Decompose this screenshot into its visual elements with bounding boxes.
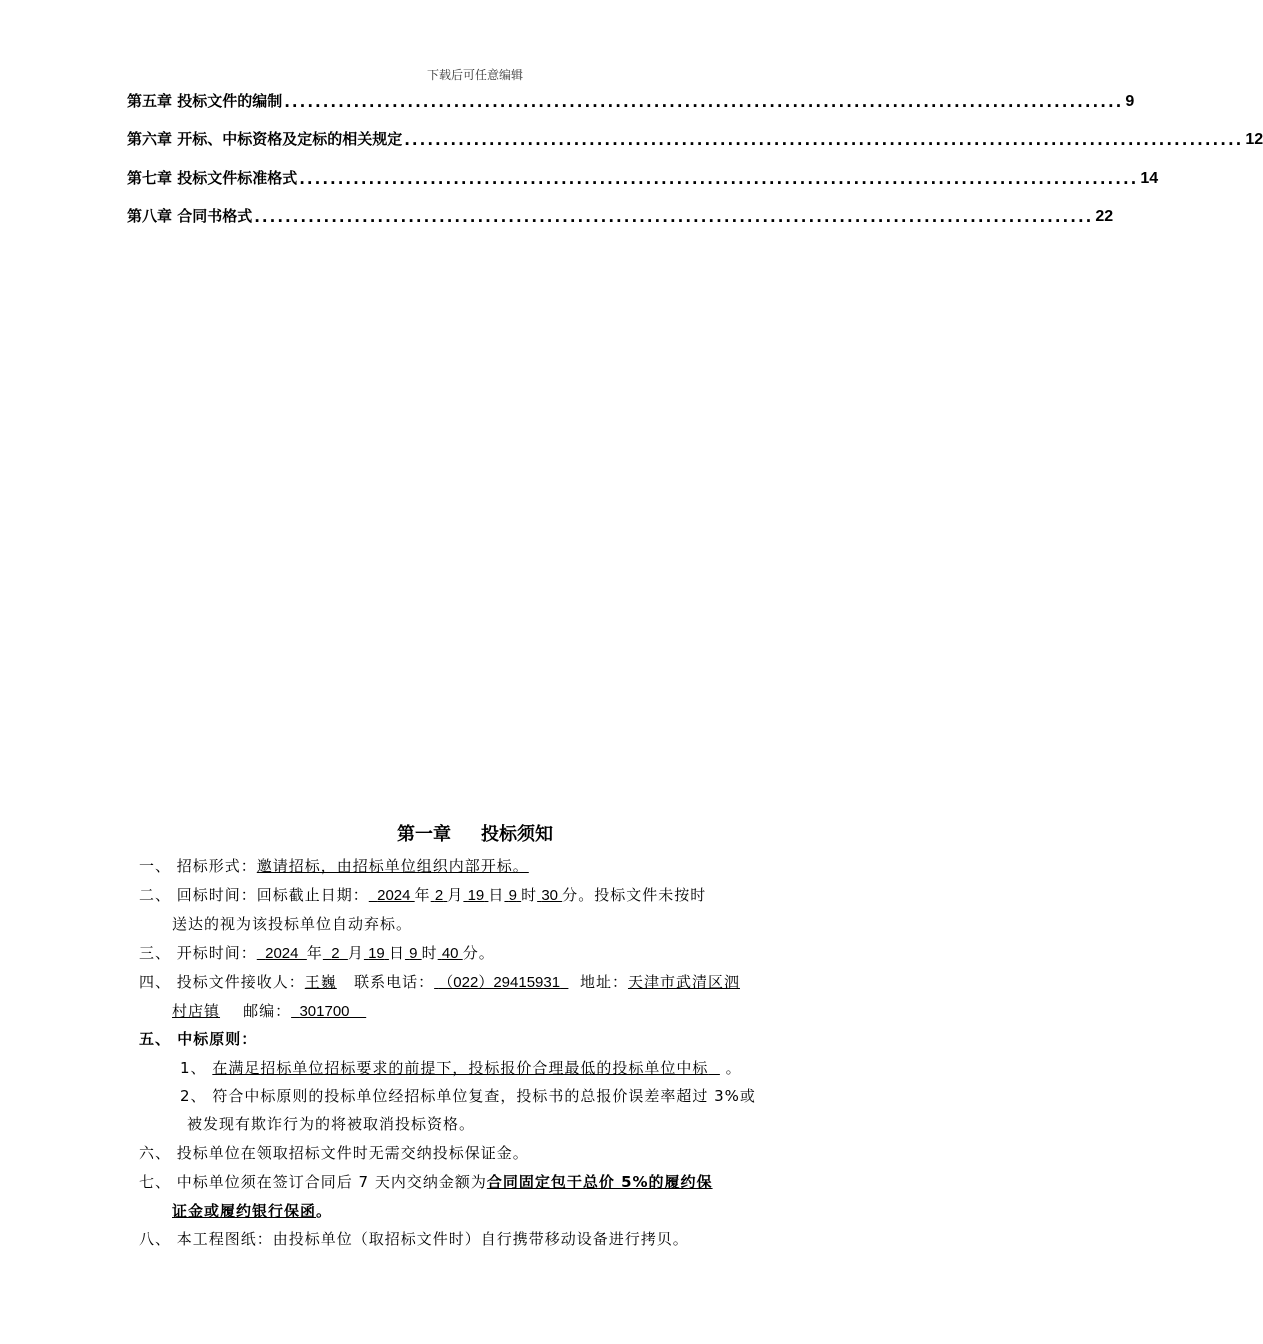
open-year: 2024 [265,945,299,962]
zip-code: 301700 [299,1003,350,1020]
deadline-day: 19 [467,887,485,904]
toc-title: 第七章 投标文件标准格式 [127,169,298,187]
item-deposit: 六、 投标单位在领取招标文件时无需交纳投标保证金。 [139,1144,529,1162]
toc-page: 22 [1095,208,1114,225]
open-hour: 9 [409,945,418,962]
item-drawings: 八、 本工程图纸：由投标单位（取招标文件时）自行携带移动设备进行拷贝。 [139,1230,689,1248]
toc-page: 12 [1245,131,1263,148]
toc-entry[interactable] [127,90,1135,111]
chapter-number: 第一章 [397,824,451,845]
receiver-address-cont: 村店镇 [172,1002,221,1020]
receiver-name: 王巍 [304,973,337,991]
toc-leader: ............................................................................................................. [299,170,1139,188]
item-receiver: 四、 投标文件接收人：王巍 联系电话： （022）29415931 地址：天津市武清区泗 [139,973,740,991]
deadline-year: 2024 [377,887,411,904]
item-performance-bond-cont: 证金或履约银行保函。 [172,1202,333,1220]
toc-page: 14 [1140,170,1159,187]
toc-title: 第五章 投标文件的编制 [127,92,283,110]
toc-page: 9 [1125,93,1135,110]
award-rule-2-cont: 被发现有欺诈行为的将被取消投标资格。 [187,1115,476,1133]
toc-leader: ............................................................................................................. [284,93,1124,111]
deadline-month: 2 [434,887,444,904]
award-rule-2: 2、 符合中标原则的投标单位经招标单位复查，投标书的总报价误差率超过 3%或 [180,1087,756,1105]
toc-entry[interactable] [127,167,1159,188]
page-header: 下载后可任意编辑 [426,68,523,82]
toc-title: 第六章 开标、中标资格及定标的相关规定 [127,130,403,148]
toc-leader: ............................................................................................................. [404,131,1244,149]
item-return-time-cont: 送达的视为该投标单位自动弃标。 [172,915,413,933]
item-label: 一、 招标形式： [139,857,257,875]
item-label: 二、 回标时间：回标截止日期： [139,886,369,904]
award-rule-1: 1、 在满足招标单位招标要求的前提下，投标报价合理最低的投标单位中标 。 [180,1059,742,1077]
item-label: 三、 开标时间： [139,944,257,962]
receiver-phone: （022）29415931 [438,974,561,991]
toc-title: 第八章 合同书格式 [127,207,253,225]
open-minute: 40 [441,945,459,962]
toc-entry[interactable] [127,205,1114,226]
item-open-time: 三、 开标时间： 2024 年 2 月 19 日 9 时 40 分。 [139,944,495,962]
bid-form-value: 邀请招标，由招标单位组织内部开标。 [256,857,529,875]
deadline-hour: 9 [508,887,517,904]
toc-leader: ............................................................................................................. [254,208,1094,226]
chapter-name: 投标须知 [481,824,553,845]
toc-entry[interactable] [127,128,1263,149]
open-day: 19 [368,945,385,962]
item-performance-bond: 七、 中标单位须在签订合同后 7 天内交纳金额为合同固定包干总价 5%的履约保 [139,1173,713,1191]
deadline-minute: 30 [541,887,558,904]
item-label: 四、 投标文件接收人： [139,973,305,991]
open-month: 2 [331,945,340,962]
item-receiver-cont: 村店镇 邮编： 301700 [172,1000,366,1021]
bond-amount: 合同固定包干总价 5%的履约保 [486,1173,713,1191]
item-return-time: 二、 回标时间：回标截止日期： 2024 年 2 月 19 日 9 时 30 分。投标文件未按时 [139,886,707,904]
chapter-title [0,820,950,846]
receiver-address: 天津市武清区泗 [627,973,740,991]
item-award-principle: 五、 中标原则： [139,1030,258,1048]
item-bid-form [139,855,529,876]
